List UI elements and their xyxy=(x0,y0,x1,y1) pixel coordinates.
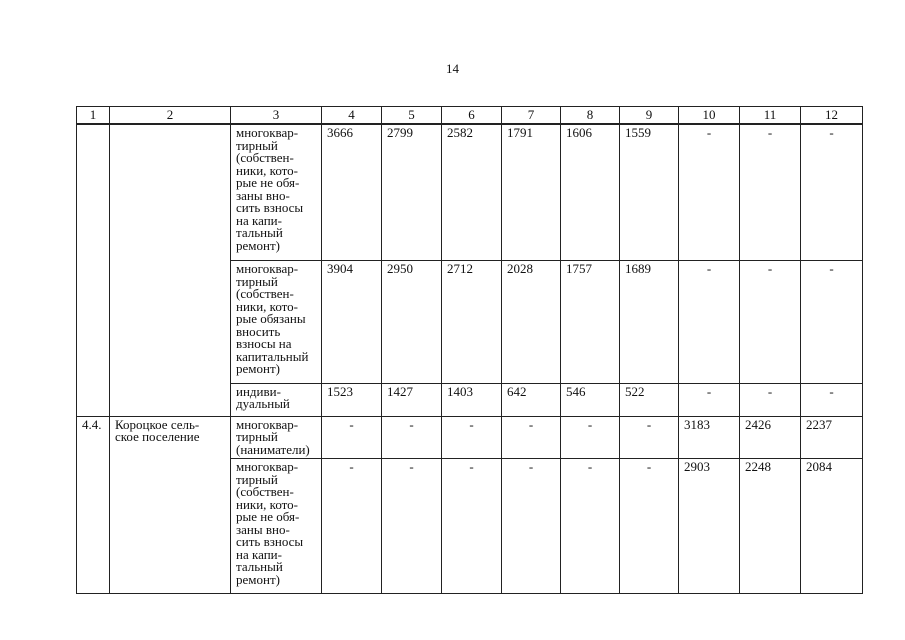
value-cell: 1757 xyxy=(561,261,620,384)
value-cell: 2950 xyxy=(382,261,442,384)
value-cell: 2237 xyxy=(801,416,863,459)
value-cell: 642 xyxy=(502,383,561,416)
value-cell: 522 xyxy=(620,383,679,416)
value-cell: - xyxy=(502,416,561,459)
value-cell: 2903 xyxy=(679,459,740,594)
column-number-2: 2 xyxy=(110,107,231,125)
value-cell: - xyxy=(561,416,620,459)
value-cell: 2028 xyxy=(502,261,561,384)
value-cell: 1403 xyxy=(442,383,502,416)
column-number-1: 1 xyxy=(77,107,110,125)
column-number-row xyxy=(77,107,863,125)
value-cell: - xyxy=(382,459,442,594)
value-cell: - xyxy=(561,459,620,594)
value-cell: - xyxy=(679,383,740,416)
page-number: 14 xyxy=(446,61,459,76)
column-number-5: 5 xyxy=(382,107,442,125)
value-cell: 1606 xyxy=(561,124,620,261)
table-row xyxy=(77,124,863,261)
column-number-10: 10 xyxy=(679,107,740,125)
column-number-8: 8 xyxy=(561,107,620,125)
settlement-cell xyxy=(110,124,231,416)
row-number-cell: 4.4. xyxy=(77,416,110,593)
value-cell: 1427 xyxy=(382,383,442,416)
column-number-7: 7 xyxy=(502,107,561,125)
column-number-9: 9 xyxy=(620,107,679,125)
tariff-table xyxy=(76,106,863,594)
housing-type-cell: индиви- дуальный xyxy=(231,383,322,416)
housing-type-cell: многоквар- тирный (наниматели) xyxy=(231,416,322,459)
value-cell: - xyxy=(620,459,679,594)
column-number-3: 3 xyxy=(231,107,322,125)
column-number-11: 11 xyxy=(740,107,801,125)
value-cell: 1689 xyxy=(620,261,679,384)
value-cell: - xyxy=(382,416,442,459)
value-cell: - xyxy=(679,261,740,384)
value-cell: 3904 xyxy=(322,261,382,384)
settlement-cell: Короцкое сель- ское поселение xyxy=(110,416,231,593)
value-cell: 3666 xyxy=(322,124,382,261)
value-cell: - xyxy=(740,261,801,384)
row-number-cell xyxy=(77,124,110,416)
housing-type-cell: многоквар- тирный (собствен- ники, кото- рые не обя- заны вно- сить взносы на капи- тальный ремонт) xyxy=(231,459,322,594)
table-row xyxy=(77,416,863,459)
value-cell: 546 xyxy=(561,383,620,416)
value-cell: - xyxy=(801,124,863,261)
value-cell: - xyxy=(322,459,382,594)
value-cell: - xyxy=(801,261,863,384)
column-number-4: 4 xyxy=(322,107,382,125)
value-cell: - xyxy=(502,459,561,594)
value-cell: - xyxy=(801,383,863,416)
value-cell: - xyxy=(740,124,801,261)
value-cell: 1523 xyxy=(322,383,382,416)
value-cell: - xyxy=(442,416,502,459)
value-cell: 2712 xyxy=(442,261,502,384)
value-cell: 2248 xyxy=(740,459,801,594)
value-cell: 2582 xyxy=(442,124,502,261)
value-cell: 2084 xyxy=(801,459,863,594)
value-cell: 2799 xyxy=(382,124,442,261)
value-cell: - xyxy=(620,416,679,459)
column-number-12: 12 xyxy=(801,107,863,125)
value-cell: - xyxy=(679,124,740,261)
value-cell: - xyxy=(442,459,502,594)
value-cell: - xyxy=(322,416,382,459)
value-cell: - xyxy=(740,383,801,416)
value-cell: 2426 xyxy=(740,416,801,459)
value-cell: 3183 xyxy=(679,416,740,459)
housing-type-cell: многоквар- тирный (собствен- ники, кото- рые обязаны вносить взносы на капитальный ремонт) xyxy=(231,261,322,384)
value-cell: 1559 xyxy=(620,124,679,261)
column-number-6: 6 xyxy=(442,107,502,125)
housing-type-cell: многоквар- тирный (собствен- ники, кото- рые не обя- заны вно- сить взносы на капи- тальный ремонт) xyxy=(231,124,322,261)
value-cell: 1791 xyxy=(502,124,561,261)
